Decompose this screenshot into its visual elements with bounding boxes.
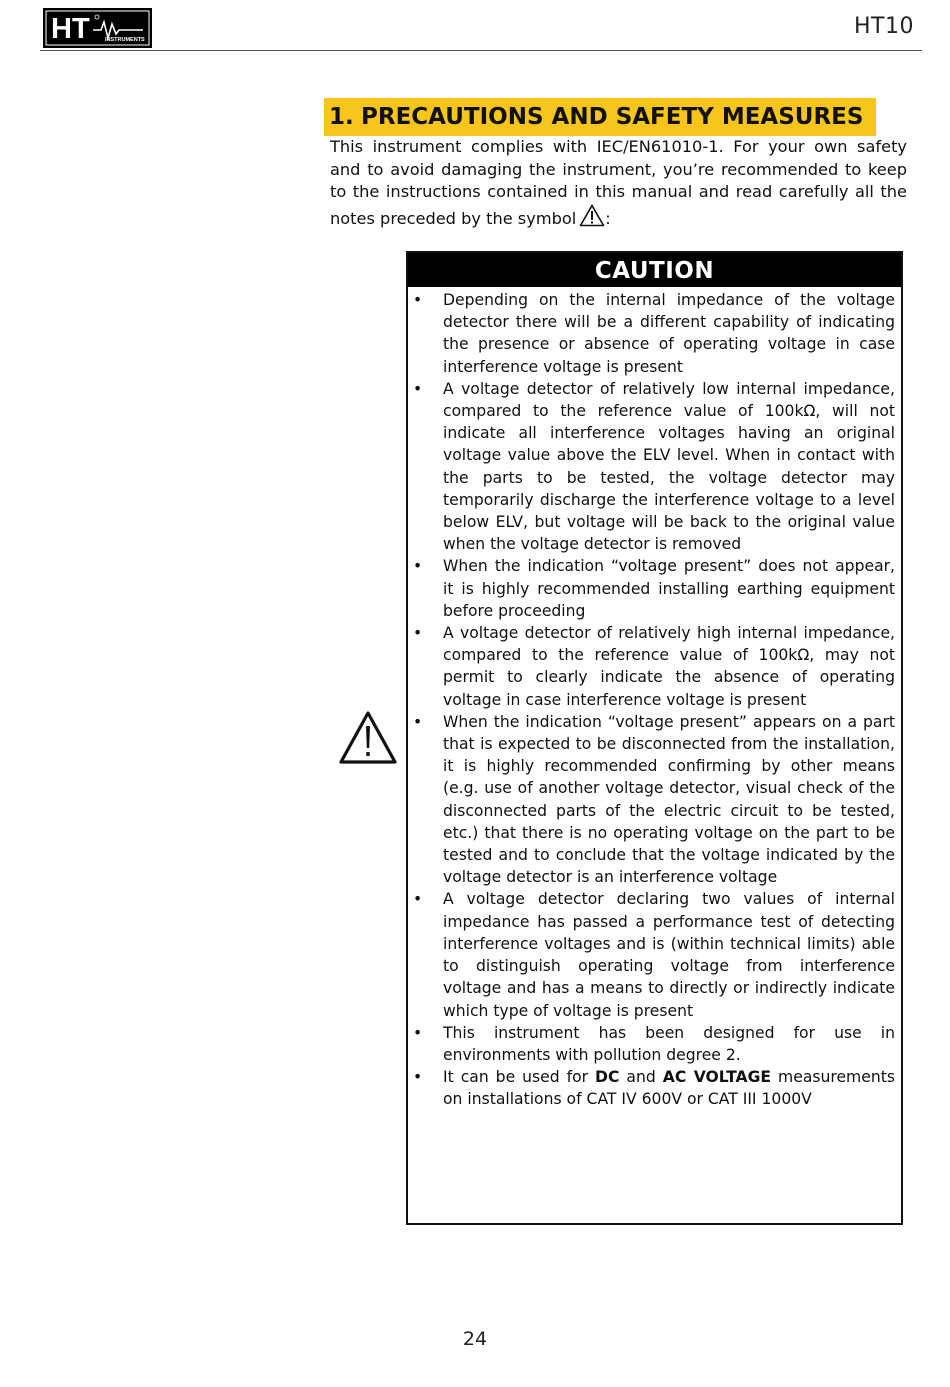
caution-list — [408, 287, 901, 1111]
warning-triangle-icon — [338, 710, 398, 766]
page-number: 24 — [462, 1328, 488, 1350]
caution-item-text: This instrument has been designed for use in environments with pollution degree 2. — [443, 1023, 895, 1064]
bullet: • — [413, 557, 423, 576]
caution-item — [408, 711, 895, 889]
caution-item — [408, 289, 895, 378]
caution-header: CAUTION — [408, 253, 901, 287]
caution-dc-label: DC — [595, 1068, 620, 1087]
caution-item-text: A voltage detector of relatively high internal impedance, compared to the reference value of 100kΩ, may not permit to clearly indicate the absence of operating voltage in case interference voltage is present — [443, 624, 895, 709]
svg-text:HT: HT — [51, 13, 90, 45]
bullet: • — [413, 624, 423, 643]
caution-item-text: When the indication “voltage present” does not appear, it is highly recommended installing earthing equipment before proceeding — [443, 557, 895, 620]
caution-item-text: When the indication “voltage present” appears on a part that is expected to be disconnected from the installation, it is highly recommended confirming by other means (e.g. use of another voltage detector, visual check of the disconnected parts of the electric circuit to be tested, etc.) that there is no operating voltage on the part to be tested and to conclude that the voltage indicated by the voltage detector is an interference voltage — [443, 712, 895, 887]
bullet: • — [413, 291, 423, 309]
intro-text: This instrument complies with IEC/EN61010-1. For your own safety and to avoid damaging the instrument, you’re recommended to keep to the instructions contained in this manual and read carefully all the notes preceded by the symbol — [330, 137, 907, 228]
caution-and-text: and — [626, 1068, 656, 1087]
model-label: HT10 — [854, 14, 914, 39]
bullet: • — [413, 712, 423, 731]
intro-paragraph — [330, 136, 907, 233]
caution-box — [406, 251, 903, 1225]
bullet: • — [413, 379, 423, 398]
caution-item-text: Depending on the internal impedance of the voltage detector there will be a different capability of indicating the presence or absence of operating voltage in case interference voltage is present — [443, 291, 895, 376]
caution-item-text — [443, 1066, 895, 1110]
caution-item — [408, 378, 895, 556]
caution-item — [408, 1066, 895, 1110]
caution-item — [408, 1022, 895, 1066]
caution-last-suffix: measurements on installations of CAT IV 600V or CAT III 1000V — [443, 1068, 895, 1109]
bullet: • — [413, 1023, 423, 1042]
caution-last-prefix: It can be used for — [443, 1068, 589, 1087]
caution-item — [408, 888, 895, 1021]
caution-ac-voltage-label: AC VOLTAGE — [662, 1068, 772, 1087]
bullet: • — [413, 890, 423, 909]
page-header — [40, 8, 922, 51]
caution-item-text: A voltage detector of relatively low internal impedance, compared to the reference value of 100kΩ, will not indicate all interference voltages having an original voltage value above the ELV level. When in contact with the parts to be tested, the voltage detector may temporarily discharge the interference voltage to a level below ELV, but voltage will be back to the original value when the voltage detector is removed — [443, 379, 895, 554]
svg-text:INSTRUMENTS: INSTRUMENTS — [105, 37, 145, 43]
caution-item — [408, 555, 895, 622]
ht-instruments-logo — [43, 8, 152, 48]
section-title — [324, 98, 876, 136]
caution-item-text: A voltage detector declaring two values of internal impedance has passed a performance test of detecting interference voltages and is (within technical limits) able to distinguish operating voltage from interference voltage and has a means to directly or indirectly indicate which type of voltage is present — [443, 890, 895, 1020]
bullet: • — [413, 1068, 423, 1087]
warning-symbol-icon — [579, 204, 605, 234]
section-title-text: PRECAUTIONS AND SAFETY MEASURES — [361, 104, 864, 130]
caution-item — [408, 622, 895, 711]
section-number: 1. — [329, 104, 354, 130]
intro-suffix: : — [605, 208, 611, 228]
